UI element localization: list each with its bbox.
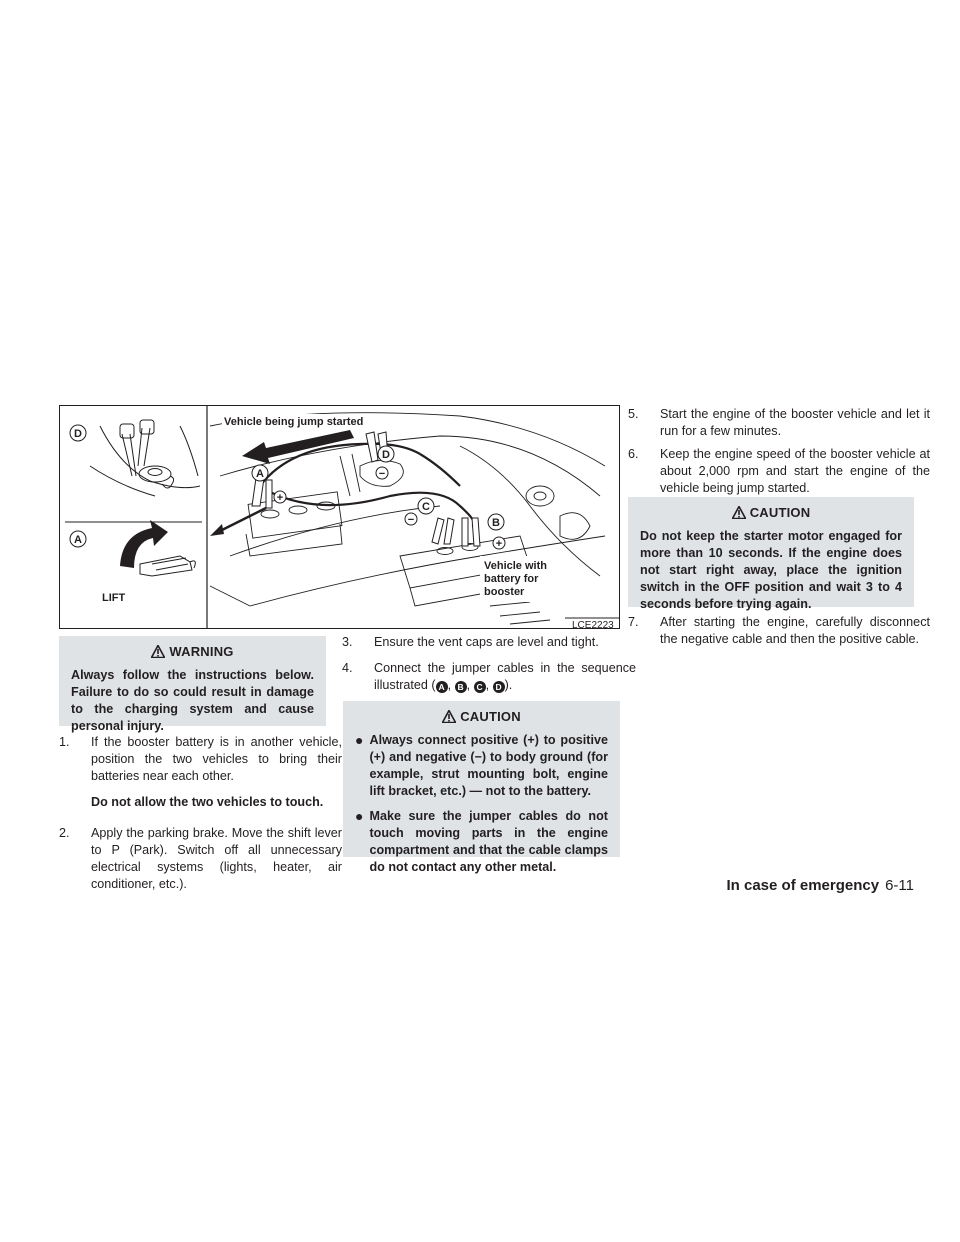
step-4-end: ). (504, 678, 513, 692)
step-1-emphasis: Do not allow the two vehicles to touch. (91, 795, 324, 809)
warning-triangle-icon (151, 645, 165, 658)
caution-1-bullet-2-text: Make sure the jumper cables do not touch moving parts in the engine compartment and that the cable clamps do not contact any other metal. (369, 809, 608, 874)
caution-box-2 (628, 497, 914, 611)
warning-box (59, 636, 326, 733)
caution-2-text: Do not keep the starter motor engaged for more than 10 seconds. If the engine does not start right away, place the ignition switch in the OFF position and wait 3 to 4 seconds before trying again. (640, 529, 902, 611)
jump-start-illustration (59, 405, 620, 629)
terminal-minus-c: − (407, 514, 415, 526)
warning-text: Always follow the instructions below. Failure to do so could result in damage to the charging system and cause personal injury. (71, 668, 314, 733)
caution-triangle-icon (442, 710, 456, 723)
direction-arrow-small (218, 508, 266, 532)
booster-vehicle-label-line2: battery for (484, 573, 539, 585)
step-7-text: After starting the engine, carefully disconnect the negative cable and then the positive cable. (660, 615, 930, 646)
step-3-number: 3. (342, 635, 353, 649)
step-4: 4. Connect the jumper cables in the sequence illustrated ( A , B , C , D ). (342, 661, 636, 692)
caution-2-title: CAUTION (749, 505, 811, 520)
step-3-text: Ensure the vent caps are level and tight. (374, 635, 599, 649)
step-2-number: 2. (59, 826, 70, 840)
terminal-plus-b: + (495, 538, 503, 550)
step-1 (59, 734, 342, 785)
bullet-icon: ● (355, 732, 364, 748)
page-footer (700, 877, 914, 895)
callout-d-detail: D (74, 428, 82, 440)
caution-box-1 (343, 701, 620, 874)
caution-2-header (640, 505, 902, 520)
ref-d-badge: D (493, 681, 505, 693)
step-7-number: 7. (628, 615, 639, 629)
step-1-number: 1. (59, 735, 70, 749)
ref-b-badge: B (455, 681, 467, 693)
booster-vehicle-label-line3: booster (484, 586, 525, 598)
step-5 (628, 406, 930, 440)
lift-label: LIFT (102, 592, 126, 604)
callout-a: A (256, 468, 264, 480)
booster-vehicle-label-line1: Vehicle with (484, 560, 547, 572)
step-3 (342, 634, 636, 651)
step-6-number: 6. (628, 447, 639, 461)
caution-1-header (355, 709, 608, 724)
section-title: In case of emergency (726, 877, 880, 894)
step-5-text: Start the engine of the booster vehicle and let it run for a few minutes. (660, 407, 930, 438)
terminal-minus-d: − (378, 468, 386, 480)
bullet-icon: ● (355, 808, 364, 824)
step-5-number: 5. (628, 407, 639, 421)
figure-code: LCE2223 (572, 620, 614, 629)
step-4-number: 4. (342, 661, 353, 675)
callout-d: D (382, 449, 390, 461)
step-4-text: Connect the jumper cables in the sequence illustrated ( (374, 661, 636, 692)
caution-1-bullet-1 (355, 732, 608, 800)
detail-d-drawing (90, 420, 200, 496)
jumper-cables-drawing (260, 444, 474, 526)
ref-c-badge: C (474, 681, 486, 693)
step-6 (628, 446, 930, 497)
step-1-text: If the booster battery is in another vehicle, position the two vehicles to bring their batteries near each other. (91, 735, 342, 783)
step-7 (628, 614, 930, 648)
detail-a-drawing (120, 520, 195, 576)
step-6-text: Keep the engine speed of the booster vehicle at about 2,000 rpm and start the engine of the vehicle being jump started. (660, 447, 930, 495)
direction-arrow-large (242, 430, 354, 464)
caution-1-title: CAUTION (460, 709, 521, 724)
callout-a-detail: A (74, 534, 82, 546)
step-2 (59, 825, 342, 893)
warning-header (71, 644, 314, 659)
page-number: 6-11 (885, 877, 914, 894)
callout-c: C (422, 501, 430, 513)
step-2-text: Apply the parking brake. Move the shift lever to P (Park). Switch off all unnecessary electrical systems (lights, heater, air conditioner, etc.). (91, 826, 342, 891)
caution-triangle-icon (732, 506, 746, 519)
callout-b: B (492, 517, 500, 529)
ref-a-badge: A (436, 681, 448, 693)
vehicle-jump-started-label: Vehicle being jump started (224, 416, 364, 428)
terminal-plus-a: + (276, 492, 284, 504)
caution-1-bullet-2 (355, 808, 608, 876)
illustration-drawing (60, 406, 620, 629)
terminal-symbols (274, 467, 505, 549)
warning-title: WARNING (169, 644, 234, 659)
caution-1-bullet-1-text: Always connect positive (+) to positive (+) and negative (−) to body ground (for example, strut mounting bolt, engine lift bracket, etc.) — not to the battery. (369, 733, 608, 798)
